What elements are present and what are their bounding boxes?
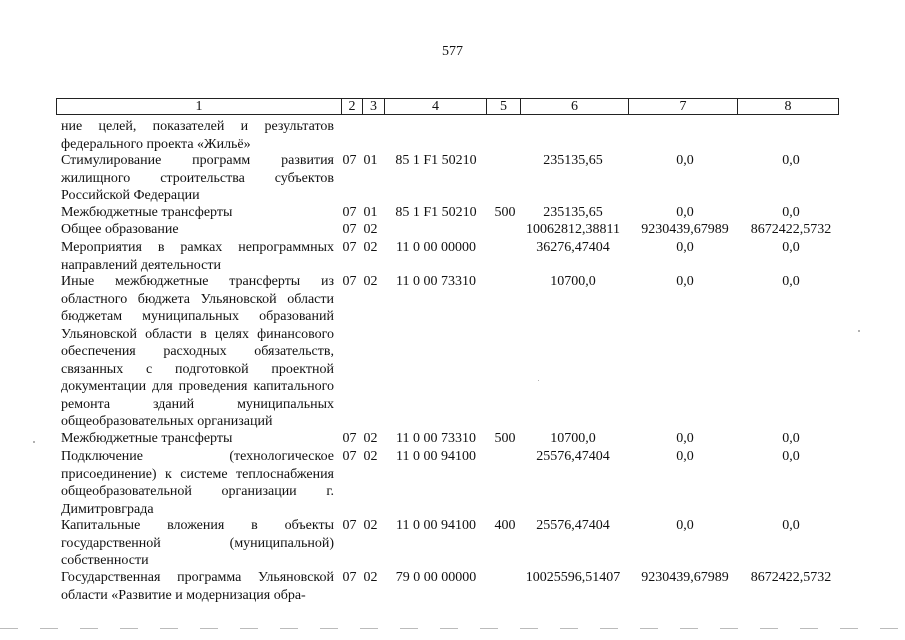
row-c4-cell: 11 0 00 73310 — [396, 274, 476, 289]
row-c6-cell: 10700,0 — [550, 431, 596, 446]
row-c4-cell: 11 0 00 94100 — [396, 449, 476, 464]
row-c7-cell: 0,0 — [676, 518, 694, 533]
row-c7-cell: 0,0 — [676, 274, 694, 289]
row-description: Подключение (технологическое присоединение) к системе теплоснабжения общеобразовательной организации г. Димитровграда — [61, 449, 334, 517]
row-c2-cell: 07 — [342, 274, 357, 289]
row-c3-cell: 02 — [363, 449, 378, 464]
row-c6-cell: 235135,65 — [543, 153, 603, 168]
row-description: Государственная программа Ульяновской области «Развитие и модернизация обра- — [61, 570, 334, 603]
row-c4-cell: 11 0 00 94100 — [396, 518, 476, 533]
row-description: Межбюджетные трансферты — [61, 205, 233, 220]
row-c6-cell: 235135,65 — [543, 205, 603, 220]
row-c6-cell: 10062812,38811 — [526, 222, 620, 237]
row-c8-cell: 0,0 — [782, 431, 800, 446]
scan-speck — [33, 441, 35, 443]
row-c8-cell: 0,0 — [782, 153, 800, 168]
row-c4-cell: 11 0 00 00000 — [396, 240, 476, 255]
scan-speck — [858, 330, 860, 332]
row-c8-cell: 8672422,5732 — [750, 570, 832, 585]
row-c7-cell: 0,0 — [676, 205, 694, 220]
row-c4-cell: 11 0 00 73310 — [396, 431, 476, 446]
row-c4-cell: 79 0 00 00000 — [395, 570, 477, 585]
row-c2-cell: 07 — [342, 570, 357, 585]
row-c2-cell: 07 — [342, 222, 357, 237]
row-c3-cell: 01 — [363, 153, 378, 168]
row-c2-cell: 07 — [342, 240, 357, 255]
row-c4-cell: 85 1 F1 50210 — [395, 153, 477, 168]
row-c7-cell: 0,0 — [676, 240, 694, 255]
row-c7-cell: 0,0 — [676, 449, 694, 464]
row-c3-cell: 01 — [363, 205, 378, 220]
header-col-2: 2 — [348, 99, 356, 114]
row-c3-cell: 02 — [363, 518, 378, 533]
header-col-6: 6 — [571, 99, 578, 114]
row-c3-cell: 02 — [363, 570, 378, 585]
row-c2-cell: 07 — [342, 431, 357, 446]
row-c6-cell: 10025596,51407 — [525, 570, 621, 585]
row-c7-cell: 0,0 — [676, 153, 694, 168]
header-col-7: 7 — [679, 99, 687, 114]
row-c3-cell: 02 — [363, 274, 378, 289]
row-c2-cell: 07 — [342, 153, 357, 168]
row-c7-cell: 0,0 — [676, 431, 694, 446]
row-c5-cell: 500 — [494, 205, 516, 220]
row-c3-cell: 02 — [363, 240, 378, 255]
scan-speck — [538, 380, 539, 381]
header-col-5: 5 — [500, 99, 507, 114]
row-c4-cell: 85 1 F1 50210 — [395, 205, 477, 220]
row-c8-cell: 0,0 — [782, 449, 800, 464]
header-col-8: 8 — [784, 99, 792, 114]
row-c8-cell: 0,0 — [782, 240, 800, 255]
row-c6-cell: 25576,47404 — [536, 449, 610, 464]
row-c6-cell: 25576,47404 — [536, 518, 610, 533]
page-number: 577 — [442, 44, 463, 59]
row-description: ние целей, показателей и результатов федерального проекта «Жильё» — [61, 119, 334, 152]
row-c2-cell: 07 — [342, 205, 357, 220]
row-description: Общее образование — [61, 222, 179, 237]
row-c5-cell: 500 — [494, 431, 516, 446]
row-description: Мероприятия в рамках непрограммных направлений деятельности — [61, 240, 334, 273]
row-c2-cell: 07 — [342, 449, 357, 464]
row-description: Капитальные вложения в объекты государственной (муниципальной) собственности — [61, 518, 334, 568]
row-description: Иные межбюджетные трансферты из областного бюджета Ульяновской области бюджетам муниципальных образований Ульяновской области в целях финансового обеспечения расходных обязательств, связанных с подготовкой проектной документации для проведения капитального ремонта зданий муниципальных общеобразовательных организаций — [61, 274, 334, 429]
row-c8-cell: 0,0 — [782, 518, 800, 533]
row-description: Межбюджетные трансферты — [61, 431, 233, 446]
row-c7-cell: 9230439,67989 — [641, 222, 729, 237]
row-c3-cell: 02 — [363, 222, 378, 237]
row-c6-cell: 36276,47404 — [536, 240, 610, 255]
table-header — [56, 98, 839, 115]
row-c8-cell: 0,0 — [782, 205, 800, 220]
scan-edge-line — [0, 628, 905, 629]
row-c7-cell: 9230439,67989 — [641, 570, 729, 585]
row-description: Стимулирование программ развития жилищного строительства субъектов Российской Федерации — [61, 153, 334, 203]
header-col-4: 4 — [432, 99, 439, 114]
header-col-3: 3 — [370, 99, 377, 114]
row-c8-cell: 8672422,5732 — [750, 222, 832, 237]
row-c3-cell: 02 — [363, 431, 378, 446]
row-c2-cell: 07 — [342, 518, 357, 533]
row-c6-cell: 10700,0 — [550, 274, 596, 289]
row-c5-cell: 400 — [494, 518, 516, 533]
header-col-1: 1 — [195, 99, 203, 114]
row-c8-cell: 0,0 — [782, 274, 800, 289]
